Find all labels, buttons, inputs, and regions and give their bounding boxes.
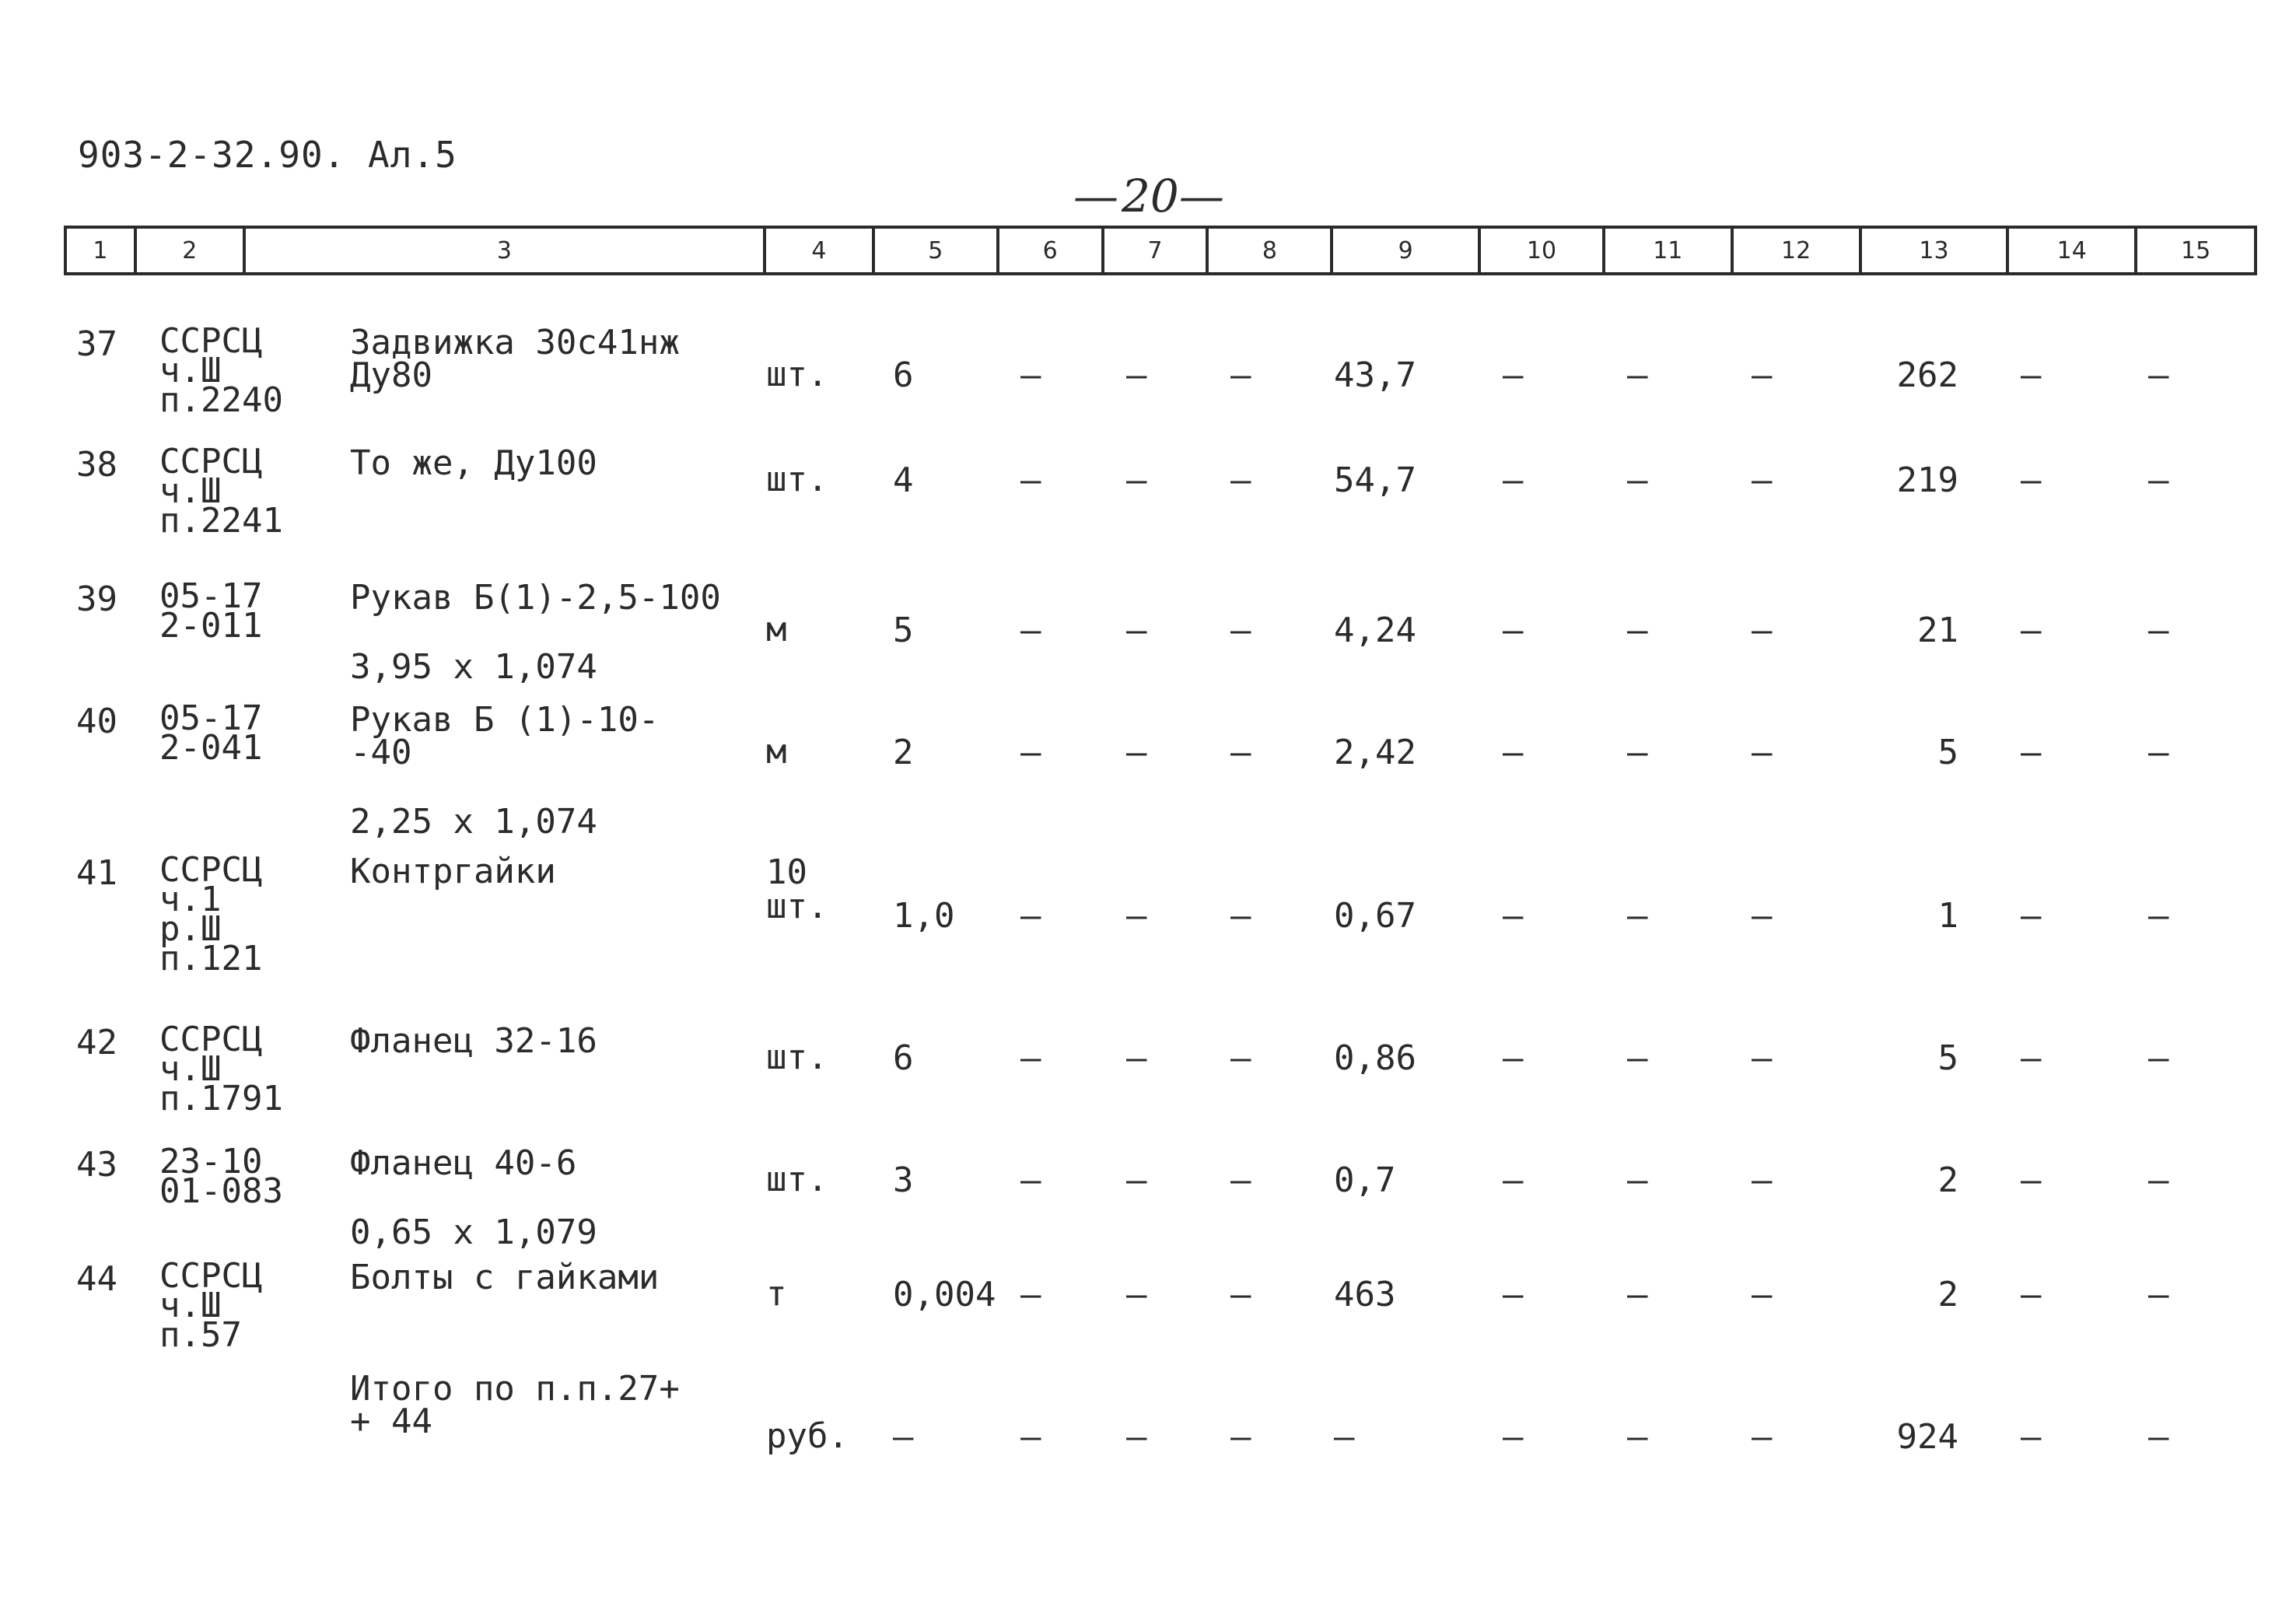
norm-code: ССРСЦ ч.Ш п.2240 bbox=[159, 321, 283, 420]
cell-col-10: – bbox=[1503, 611, 1524, 650]
unit: т bbox=[766, 1274, 787, 1314]
cell-col-7: – bbox=[1126, 611, 1147, 650]
cell-col-7: – bbox=[1126, 355, 1147, 395]
row-number: 42 bbox=[76, 1023, 117, 1062]
total-cost: 5 bbox=[1937, 1038, 1958, 1078]
total-cost: 2 bbox=[1937, 1275, 1958, 1314]
unit: шт. bbox=[766, 1038, 828, 1077]
norm-code: ССРСЦ ч.Ш п.1791 bbox=[159, 1020, 283, 1118]
cell-col-6: – bbox=[1020, 1160, 1041, 1200]
cell-col-14: – bbox=[2021, 355, 2042, 395]
cell-col-9: 0,67 bbox=[1334, 896, 1416, 936]
cell-col-14: – bbox=[2021, 1275, 2042, 1314]
cell-col-8: – bbox=[1230, 1275, 1251, 1314]
column-header-5: 5 bbox=[875, 229, 999, 272]
cell-col-15: – bbox=[2148, 460, 2169, 500]
quantity: 3 bbox=[893, 1160, 914, 1200]
item-name: Задвижка 30с41нж Ду80 bbox=[350, 323, 680, 395]
unit: шт. bbox=[766, 355, 828, 394]
cell-col-6: – bbox=[1020, 1417, 1041, 1457]
cell-col-10: – bbox=[1503, 733, 1524, 772]
cell-col-14: – bbox=[2021, 733, 2042, 772]
quantity: 6 bbox=[893, 355, 914, 395]
cell-col-12: – bbox=[1752, 1275, 1773, 1314]
norm-code: 05-17 2-011 bbox=[159, 576, 263, 646]
cell-col-8: – bbox=[1230, 355, 1251, 395]
norm-code: ССРСЦ ч.Ш п.2241 bbox=[159, 442, 283, 541]
cell-col-9: 43,7 bbox=[1334, 355, 1416, 395]
item-name: Фланец 32-16 bbox=[350, 1021, 597, 1061]
total-cost: 5 bbox=[1937, 733, 1958, 772]
cell-col-12: – bbox=[1752, 355, 1773, 395]
cell-col-12: – bbox=[1752, 733, 1773, 772]
cell-col-14: – bbox=[2021, 611, 2042, 650]
cell-col-15: – bbox=[2148, 896, 2169, 936]
quantity: 6 bbox=[893, 1038, 914, 1078]
cell-col-14: – bbox=[2021, 460, 2042, 500]
column-header-3: 3 bbox=[246, 229, 766, 272]
cell-col-7: – bbox=[1126, 1038, 1147, 1078]
unit: м bbox=[766, 610, 787, 649]
cell-col-12: – bbox=[1752, 611, 1773, 650]
cell-col-14: – bbox=[2021, 1160, 2042, 1200]
cell-col-9: 0,86 bbox=[1334, 1038, 1416, 1078]
document-code: 903-2-32.90. Ал.5 bbox=[78, 134, 457, 176]
cell-col-12: – bbox=[1752, 460, 1773, 500]
cell-col-14: – bbox=[2021, 1038, 2042, 1078]
quantity: 2 bbox=[893, 733, 914, 772]
item-name: Рукав Б (1)-10- -40 bbox=[350, 700, 660, 772]
cell-col-9: 463 bbox=[1334, 1275, 1396, 1314]
unit: м bbox=[766, 732, 787, 772]
total-cost: 1 bbox=[1937, 896, 1958, 936]
cell-col-11: – bbox=[1627, 733, 1648, 772]
cell-col-6: – bbox=[1020, 733, 1041, 772]
unit: 10 шт. bbox=[766, 852, 828, 926]
cell-col-11: – bbox=[1627, 1275, 1648, 1314]
item-name: Болты с гайками bbox=[350, 1258, 660, 1297]
row-number: 44 bbox=[76, 1259, 117, 1299]
column-header-11: 11 bbox=[1605, 229, 1734, 272]
row-number: 40 bbox=[76, 702, 117, 741]
column-header-1: 1 bbox=[67, 229, 137, 272]
cell-col-7: – bbox=[1126, 1417, 1147, 1457]
cell-col-11: – bbox=[1627, 1038, 1648, 1078]
cell-col-15: – bbox=[2148, 1275, 2169, 1314]
quantity: 1,0 bbox=[893, 896, 955, 936]
total-cost: 924 bbox=[1896, 1417, 1958, 1457]
cell-col-11: – bbox=[1627, 460, 1648, 500]
norm-code: 05-17 2-041 bbox=[159, 698, 263, 768]
cell-col-15: – bbox=[2148, 1160, 2169, 1200]
column-header-6: 6 bbox=[999, 229, 1104, 272]
cell-col-9: 0,7 bbox=[1334, 1160, 1396, 1200]
cell-col-12: – bbox=[1752, 1417, 1773, 1457]
cell-col-9: 2,42 bbox=[1334, 733, 1416, 772]
cell-col-6: – bbox=[1020, 1038, 1041, 1078]
cell-col-11: – bbox=[1627, 896, 1648, 936]
unit: шт. bbox=[766, 1160, 828, 1199]
cell-col-6: – bbox=[1020, 611, 1041, 650]
norm-code: ССРСЦ ч.Ш п.57 bbox=[159, 1256, 263, 1355]
cell-col-7: – bbox=[1126, 460, 1147, 500]
total-cost: 2 bbox=[1937, 1160, 1958, 1200]
column-header-7: 7 bbox=[1104, 229, 1209, 272]
column-header-9: 9 bbox=[1333, 229, 1481, 272]
cell-col-7: – bbox=[1126, 1275, 1147, 1314]
norm-code: ССРСЦ ч.1 р.Ш п.121 bbox=[159, 850, 263, 978]
cell-col-10: – bbox=[1503, 1417, 1524, 1457]
cell-col-12: – bbox=[1752, 1038, 1773, 1078]
unit: руб. bbox=[766, 1416, 849, 1456]
column-header-13: 13 bbox=[1862, 229, 2010, 272]
cell-col-7: – bbox=[1126, 1160, 1147, 1200]
quantity: 5 bbox=[893, 611, 914, 650]
item-name: То же, Ду100 bbox=[350, 443, 597, 483]
row-number: 41 bbox=[76, 853, 117, 893]
column-header-row bbox=[64, 226, 2257, 275]
cell-col-10: – bbox=[1503, 460, 1524, 500]
unit: шт. bbox=[766, 460, 828, 499]
cell-col-8: – bbox=[1230, 460, 1251, 500]
cell-col-9: 4,24 bbox=[1334, 611, 1416, 650]
cell-col-15: – bbox=[2148, 733, 2169, 772]
row-number: 38 bbox=[76, 445, 117, 485]
column-header-12: 12 bbox=[1734, 229, 1862, 272]
row-number: 43 bbox=[76, 1145, 117, 1185]
row-number: 39 bbox=[76, 579, 117, 619]
cell-col-6: – bbox=[1020, 460, 1041, 500]
column-header-8: 8 bbox=[1209, 229, 1333, 272]
cell-col-12: – bbox=[1752, 1160, 1773, 1200]
cell-col-10: – bbox=[1503, 1160, 1524, 1200]
cell-col-7: – bbox=[1126, 896, 1147, 936]
page-number: — 20 — bbox=[1073, 170, 1224, 222]
cell-col-8: – bbox=[1230, 733, 1251, 772]
column-header-15: 15 bbox=[2181, 236, 2211, 264]
cell-col-11: – bbox=[1627, 1417, 1648, 1457]
total-cost: 262 bbox=[1896, 355, 1958, 395]
column-header-4: 4 bbox=[766, 229, 875, 272]
item-name: Контргайки bbox=[350, 852, 556, 891]
cell-col-11: – bbox=[1627, 355, 1648, 395]
column-header-14: 14 bbox=[2009, 229, 2137, 272]
item-name: Фланец 40-6 bbox=[350, 1143, 577, 1183]
cell-col-15: – bbox=[2148, 1038, 2169, 1078]
cell-col-15: – bbox=[2148, 355, 2169, 395]
cell-col-14: – bbox=[2021, 1417, 2042, 1457]
cell-col-15: – bbox=[2148, 1417, 2169, 1457]
cell-col-6: – bbox=[1020, 355, 1041, 395]
cell-col-8: – bbox=[1230, 611, 1251, 650]
cell-col-6: – bbox=[1020, 1275, 1041, 1314]
item-name: Рукав Б(1)-2,5-100 bbox=[350, 578, 721, 618]
cell-col-8: – bbox=[1230, 1038, 1251, 1078]
cell-col-15: – bbox=[2148, 611, 2169, 650]
cell-col-10: – bbox=[1503, 896, 1524, 936]
row-number: 37 bbox=[76, 324, 117, 364]
column-header-2: 2 bbox=[137, 229, 246, 272]
cell-col-8: – bbox=[1230, 896, 1251, 936]
total-cost: 21 bbox=[1917, 611, 1958, 650]
item-dimensions: 3,95 х 1,074 bbox=[350, 647, 597, 687]
cell-col-6: – bbox=[1020, 896, 1041, 936]
cell-col-10: – bbox=[1503, 355, 1524, 395]
cell-col-12: – bbox=[1752, 896, 1773, 936]
quantity: 0,004 bbox=[893, 1275, 996, 1314]
cell-col-7: – bbox=[1126, 733, 1147, 772]
total-cost: 219 bbox=[1896, 460, 1958, 500]
quantity: 4 bbox=[893, 460, 914, 500]
quantity: – bbox=[893, 1417, 914, 1457]
cell-col-10: – bbox=[1503, 1038, 1524, 1078]
cell-col-8: – bbox=[1230, 1417, 1251, 1457]
cell-col-14: – bbox=[2021, 896, 2042, 936]
item-dimensions: 2,25 х 1,074 bbox=[350, 802, 597, 842]
cell-col-10: – bbox=[1503, 1275, 1524, 1314]
item-name: Итого по п.п.27+ + 44 bbox=[350, 1369, 680, 1441]
cell-col-11: – bbox=[1627, 611, 1648, 650]
cell-col-9: – bbox=[1334, 1417, 1355, 1457]
cell-col-9: 54,7 bbox=[1334, 460, 1416, 500]
item-dimensions: 0,65 х 1,079 bbox=[350, 1213, 597, 1252]
cell-col-8: – bbox=[1230, 1160, 1251, 1200]
column-header-10: 10 bbox=[1481, 229, 1605, 272]
norm-code: 23-10 01-083 bbox=[159, 1142, 283, 1211]
cell-col-11: – bbox=[1627, 1160, 1648, 1200]
